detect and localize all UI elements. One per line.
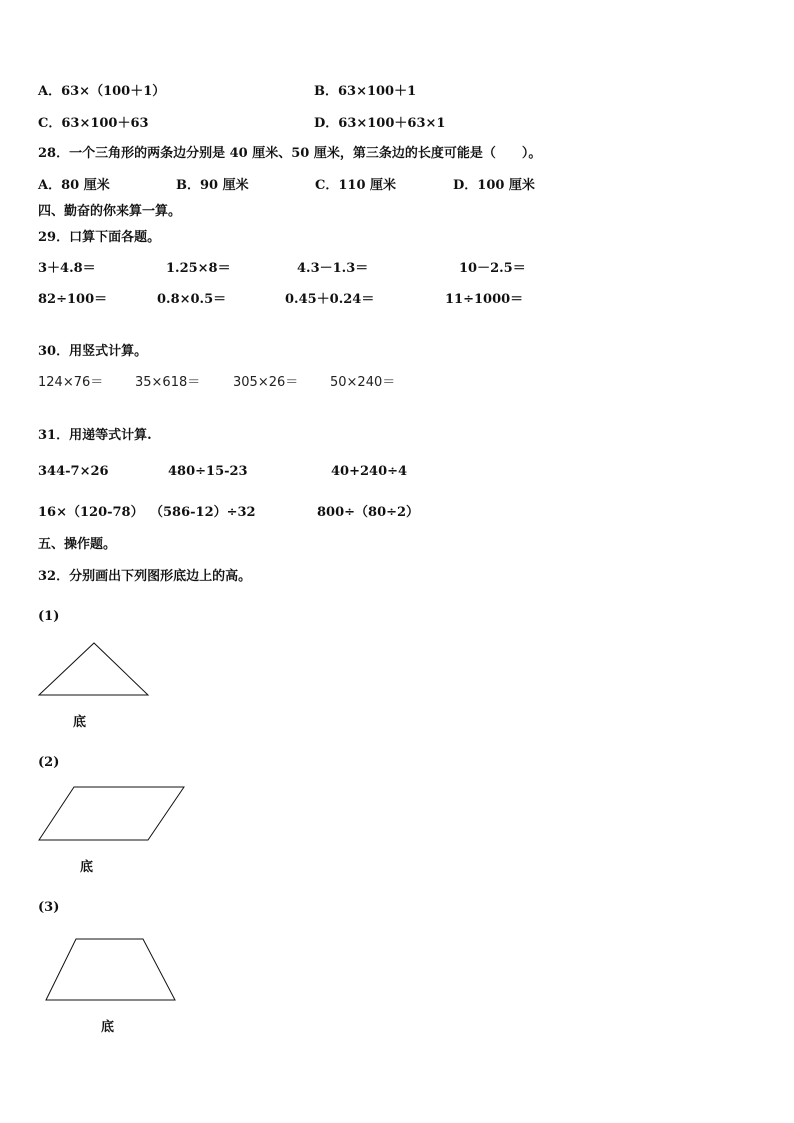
- q31-item: 40+240÷4: [331, 464, 408, 479]
- q29-item: 1.25×8＝: [166, 261, 231, 276]
- q31-item: （586-12）÷32: [150, 505, 256, 520]
- q28-option-c: C．110 厘米: [315, 178, 397, 193]
- q29-item: 3＋4.8＝: [38, 261, 96, 276]
- figure-1-base-label: 底: [73, 715, 87, 730]
- q30-item: 50×240＝: [330, 375, 396, 390]
- q29-item: 0.8×0.5＝: [157, 292, 227, 307]
- section-4-title: 四、勤奋的你来算一算。: [38, 204, 182, 219]
- q28-option-b: B．90 厘米: [176, 178, 249, 193]
- section-5-title: 五、操作题。: [38, 537, 117, 552]
- figure-3-label: (3): [38, 900, 60, 915]
- figure-1-label: (1): [38, 609, 60, 624]
- q31-item: 16×（120-78）: [38, 505, 144, 520]
- q31-item: 480÷15-23: [168, 464, 248, 479]
- q30-item: 35×618＝: [135, 375, 201, 390]
- q29-item: 0.45＋0.24＝: [285, 292, 375, 307]
- q31-item: 344-7×26: [38, 464, 109, 479]
- q28-option-a: A．80 厘米: [38, 178, 110, 193]
- q31-item: 800÷（80÷2）: [317, 505, 420, 520]
- q32-question: 32．分别画出下列图形底边上的高。: [38, 569, 252, 584]
- figure-3-base-label: 底: [101, 1020, 115, 1035]
- triangle-figure: [38, 642, 150, 698]
- parallelogram-figure: [38, 786, 186, 843]
- q29-item: 4.3－1.3＝: [297, 261, 369, 276]
- q29-question: 29．口算下面各题。: [38, 230, 161, 245]
- q29-item: 82÷100＝: [38, 292, 108, 307]
- q27-option-c: C．63×100＋63: [38, 116, 149, 131]
- q28-option-d: D．100 厘米: [453, 178, 535, 193]
- q30-question: 30．用竖式计算。: [38, 344, 148, 359]
- q27-option-a: A．63×（100＋1）: [38, 84, 166, 99]
- q29-item: 10－2.5＝: [459, 261, 526, 276]
- trapezoid-figure: [45, 937, 177, 1003]
- q30-item: 305×26＝: [233, 375, 299, 390]
- q27-option-d: D．63×100＋63×1: [314, 116, 446, 131]
- figure-2-label: (2): [38, 755, 60, 770]
- q28-question: 28．一个三角形的两条边分别是 40 厘米、50 厘米，第三条边的长度可能是（ ）。: [38, 146, 542, 161]
- figure-2-base-label: 底: [80, 860, 94, 875]
- q27-option-b: B．63×100＋1: [314, 84, 417, 99]
- q29-item: 11÷1000＝: [445, 292, 524, 307]
- q30-item: 124×76＝: [38, 375, 104, 390]
- q31-question: 31．用递等式计算.: [38, 428, 152, 443]
